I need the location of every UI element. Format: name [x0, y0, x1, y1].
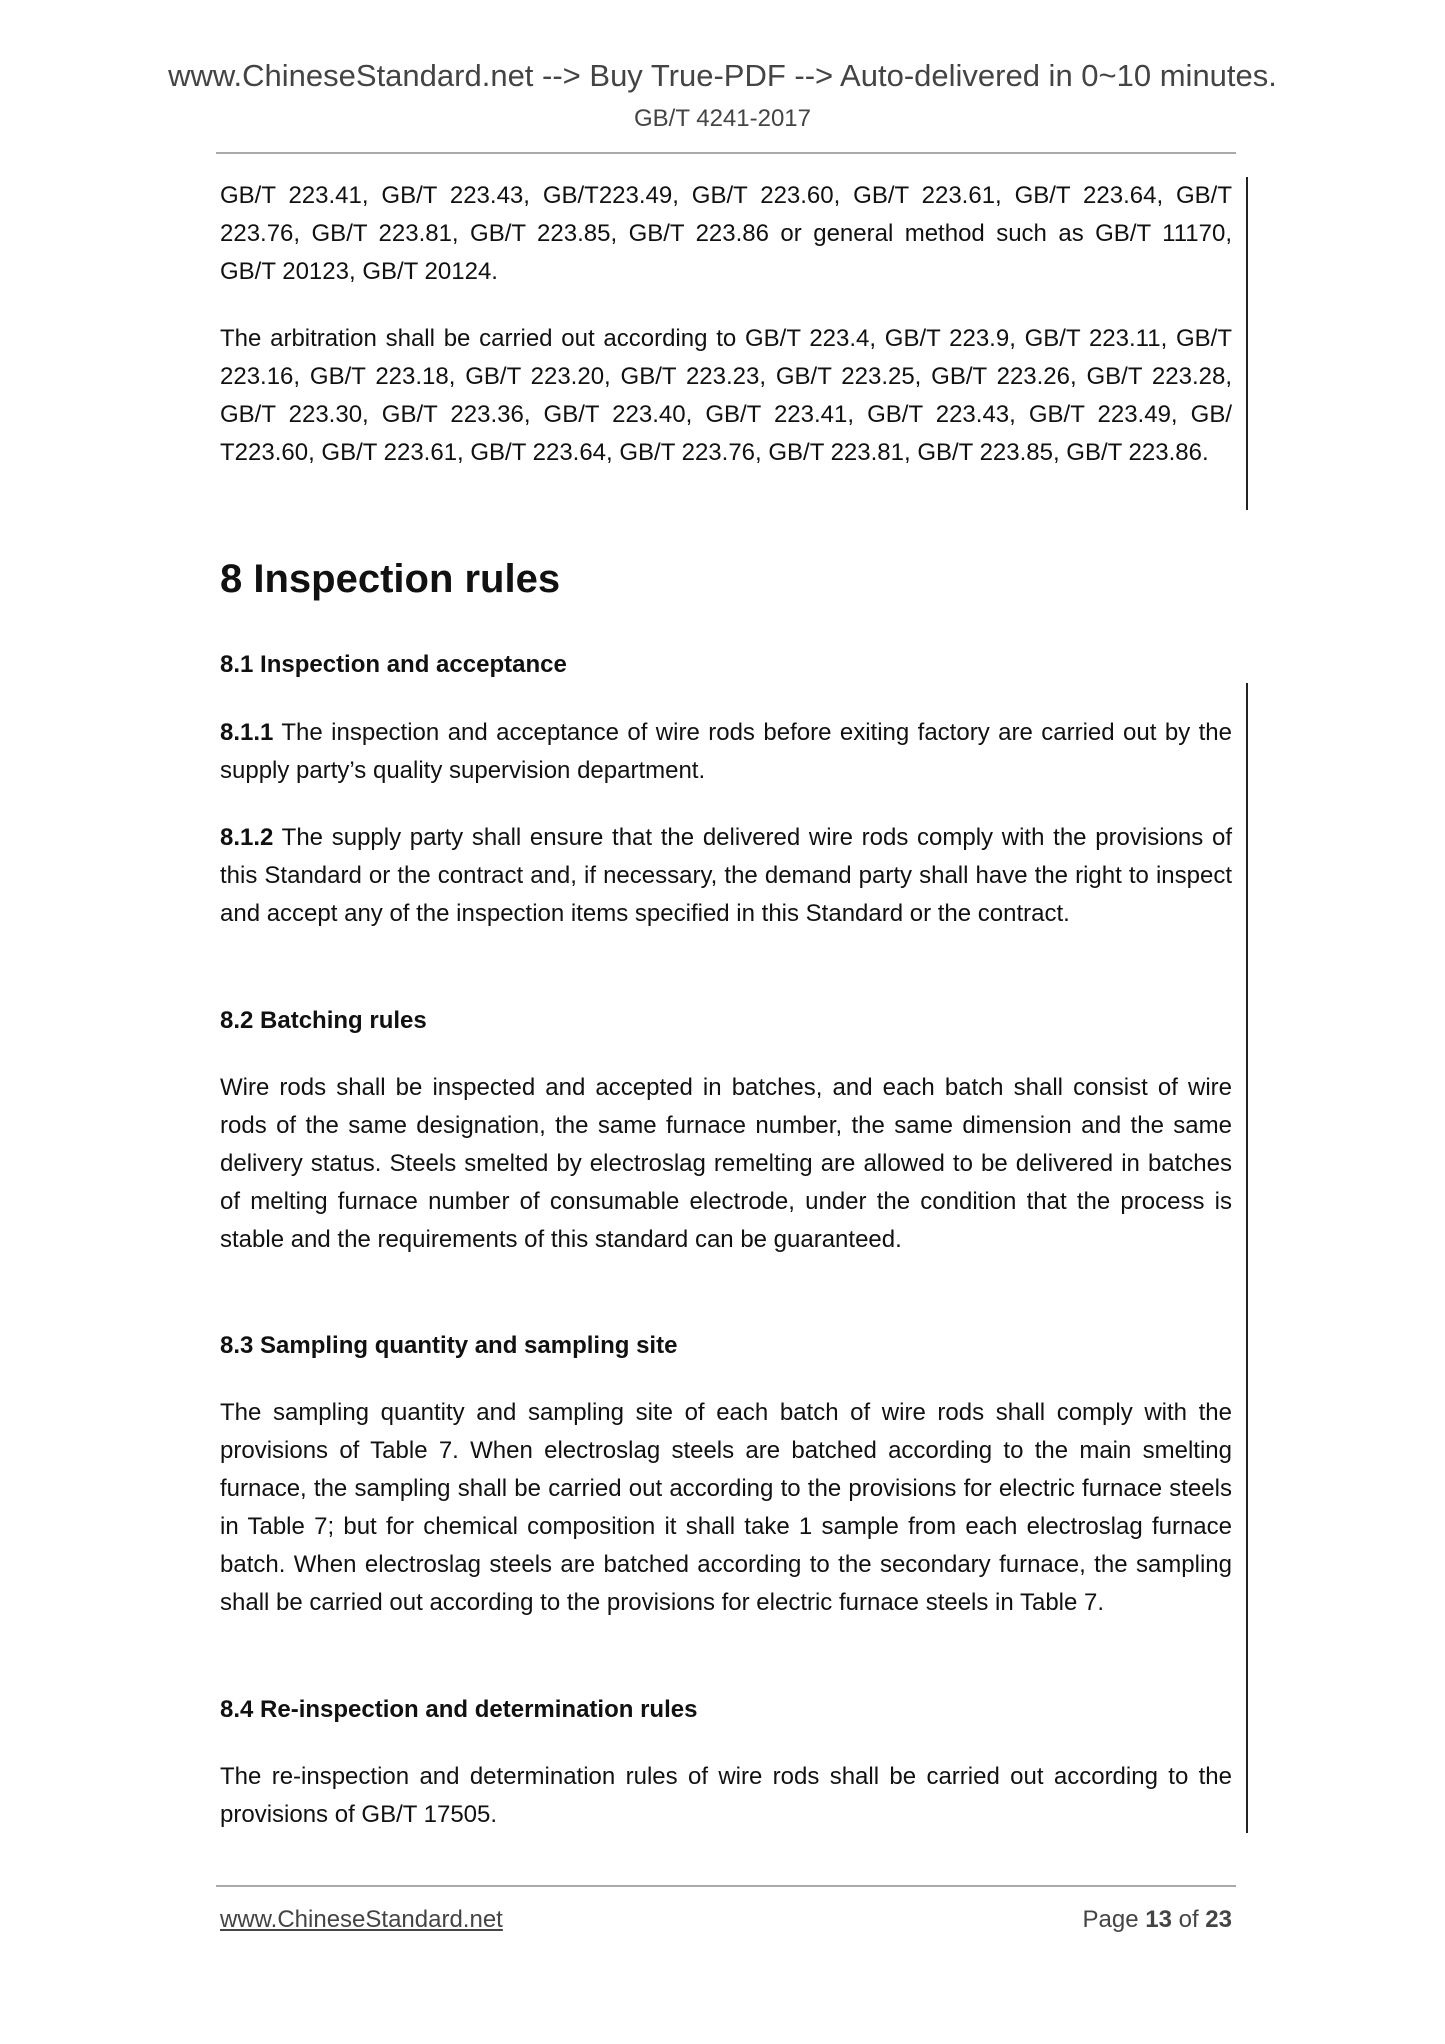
header-banner: www.ChineseStandard.net --> Buy True-PDF --> Auto-delivered in 0~10 minutes. [168, 58, 1277, 93]
paragraph [220, 714, 1232, 790]
section-heading: 8 Inspection rules [220, 557, 561, 601]
subsection-heading: 8.4 Re-inspection and determination rules [220, 1696, 698, 1723]
of-label: of [1171, 1906, 1206, 1933]
header-divider [216, 152, 1236, 154]
paragraph: The sampling quantity and sampling site of each batch of wire rods shall comply with the provisions of Table 7. When electroslag steels are batched according to the main smelting furnace, the sampling shall be carried out according to the provisions for electric furnace steels in Table 7; but for chemical composition it shall take 1 sample from each electroslag furnace batch. When electroslag steels are batched according to the secondary furnace, the sampling shall be carried out according to the provisions for electric furnace steels in Table 7. [220, 1399, 1232, 1616]
subsection-heading: 8.2 Batching rules [220, 1007, 427, 1034]
paragraph: GB/T 223.41, GB/T 223.43, GB/T223.49, GB/T 223.60, GB/T 223.61, GB/T 223.64, GB/T 223.76, GB/T 223.81, GB/T 223.85, GB/T 223.86 or general method such as GB/T 11170, GB/T 20123, GB/T 20124. [220, 182, 1232, 285]
clause-text: The inspection and acceptance of wire rods before exiting factory are carried out by the supply party’s quality supervision department. [220, 719, 1232, 784]
page-number [1083, 1906, 1232, 1934]
change-bar [1246, 683, 1248, 1833]
clause-number: 8.1.2 [220, 824, 274, 851]
clause-text: The supply party shall ensure that the delivered wire rods comply with the provisions of this Standard or the contract and, if necessary, the demand party shall have the right to inspect and accept any of the inspection items specified in this Standard or the contract. [220, 824, 1232, 927]
subsection-heading: 8.1 Inspection and acceptance [220, 651, 567, 678]
document-id: GB/T 4241-2017 [633, 105, 811, 132]
current-page: 13 [1145, 1906, 1172, 1933]
paragraph [220, 819, 1232, 933]
clause-number: 8.1.1 [220, 719, 274, 746]
total-pages: 23 [1205, 1906, 1232, 1933]
footer-divider [216, 1885, 1236, 1887]
footer-link[interactable]: www.ChineseStandard.net [220, 1906, 503, 1933]
paragraph: The arbitration shall be carried out according to GB/T 223.4, GB/T 223.9, GB/T 223.11, GB/T 223.16, GB/T 223.18, GB/T 223.20, GB/T 223.23, GB/T 223.25, GB/T 223.26, GB/T 223.28, GB/T 223.30, GB/T 223.36, GB/T 223.40, GB/T 223.41, GB/T 223.43, GB/T 223.49, GB/ T223.60, GB/T 223.61, GB/T 223.64, GB/T 223.76, GB/T 223.81, GB/T 223.85, GB/T 223.86. [220, 325, 1232, 466]
page-label: Page [1082, 1906, 1146, 1933]
paragraph: The re-inspection and determination rules of wire rods shall be carried out according to the provisions of GB/T 17505. [220, 1763, 1232, 1828]
change-bar [1246, 177, 1248, 510]
paragraph: Wire rods shall be inspected and accepted in batches, and each batch shall consist of wire rods of the same designation, the same furnace number, the same dimension and the same delivery status. Steels smelted by electroslag remelting are allowed to be delivered in batches of melting furnace number of consumable electrode, under the condition that the process is stable and the requirements of this standard can be guaranteed. [220, 1074, 1232, 1253]
subsection-heading: 8.3 Sampling quantity and sampling site [220, 1332, 678, 1359]
